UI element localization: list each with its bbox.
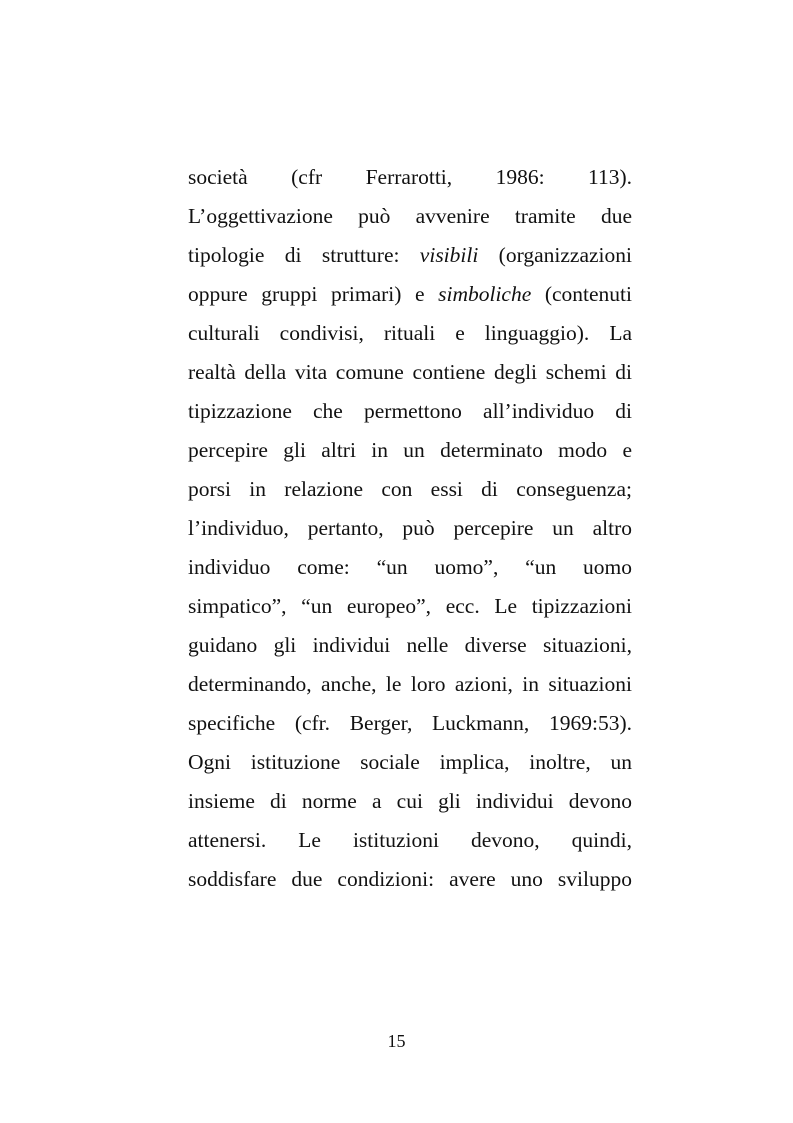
text-segment: tipologie di strutture: <box>188 243 420 267</box>
body-paragraph <box>188 158 632 899</box>
text-line: l’individuo, pertanto, può percepire un altro <box>188 516 632 540</box>
text-line: guidano gli individui nelle diverse situazioni, <box>188 633 632 657</box>
text-segment: oppure gruppi primari) e <box>188 282 439 306</box>
text-line: L’oggettivazione può avvenire tramite due <box>188 204 632 228</box>
text-line: insieme di norme a cui gli individui devono <box>188 789 632 813</box>
text-line: determinando, anche, le loro azioni, in situazioni <box>188 672 632 696</box>
text-line: società (cfr Ferrarotti, 1986: 113). <box>188 165 632 189</box>
text-line: attenersi. Le istituzioni devono, quindi, <box>188 828 632 852</box>
text-segment: (organizzazioni <box>478 243 632 267</box>
italic-term-visibili: visibili <box>419 243 479 267</box>
text-line: percepire gli altri in un determinato modo e <box>188 438 632 462</box>
text-line: culturali condivisi, rituali e linguaggio). La <box>188 321 632 345</box>
text-line: specifiche (cfr. Berger, Luckmann, 1969:53). <box>188 711 632 735</box>
text-segment: (contenuti <box>531 282 632 306</box>
text-line: individuo come: “un uomo”, “un uomo <box>188 555 632 579</box>
text-line: realtà della vita comune contiene degli schemi di <box>188 360 632 384</box>
text-line <box>188 275 632 314</box>
italic-term-simboliche: simboliche <box>438 282 532 306</box>
text-line <box>188 236 632 275</box>
text-line: Ogni istituzione sociale implica, inoltre, un <box>188 750 632 774</box>
text-line: porsi in relazione con essi di conseguenza; <box>188 477 632 501</box>
page-number: 15 <box>387 1031 406 1051</box>
text-line: simpatico”, “un europeo”, ecc. Le tipizzazioni <box>188 594 632 618</box>
text-line: tipizzazione che permettono all’individuo di <box>188 399 632 423</box>
text-line: soddisfare due condizioni: avere uno sviluppo <box>188 867 632 891</box>
